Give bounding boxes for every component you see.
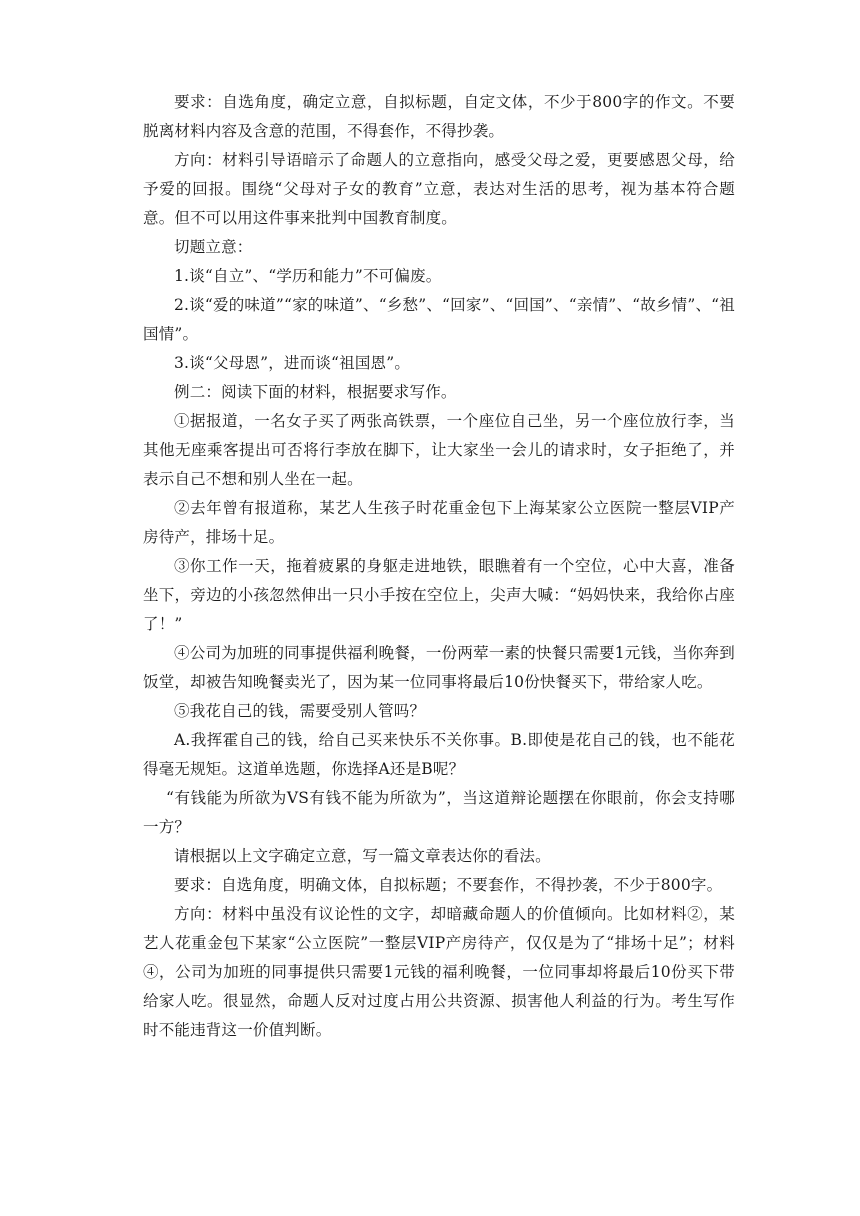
paragraph-topic-heading: 切题立意：	[174, 238, 253, 256]
paragraph-debate-question: “有钱能为所欲为VS有钱不能为所欲为”，当这道辩论题摆在你眼前，你会支持哪一方？	[143, 789, 735, 836]
paragraph-material-4: ④公司为加班的同事提供福利晚餐，一份两荤一素的快餐只需要1元钱，当你奔到饭堂，却被告知晚餐卖光了，因为某一位同事将最后10份快餐买下，带给家人吃。	[143, 644, 735, 691]
paragraph-material-2: ②去年曾有报道称，某艺人生孩子时花重金包下上海某家公立医院一整层VIP产房待产，排场十足。	[143, 499, 735, 546]
paragraph-topic-1: 1.谈“自立”、“学历和能力”不可偏废。	[174, 267, 442, 285]
paragraph-topic-3: 3.谈“父母恩”，进而谈“祖国恩”。	[174, 354, 411, 372]
paragraph-instruction: 请根据以上文字确定立意，写一篇文章表达你的看法。	[174, 847, 551, 865]
document-body	[143, 88, 735, 1045]
paragraph-requirement-1: 要求：自选角度，确定立意，自拟标题，自定文体，不少于800字的作文。不要脱离材料内容及含意的范围，不得套作，不得抄袭。	[143, 93, 735, 140]
paragraph-direction-2: 方向：材料中虽没有议论性的文字，却暗藏命题人的价值倾向。比如材料②，某艺人花重金包下某家“公立医院”一整层VIP产房待产，仅仅是为了“排场十足”；材料④，公司为加班的同事提供只需要1元钱的福利晚餐，一位同事却将最后10份买下带给家人吃。很显然，命题人反对过度占用公共资源、损害他人利益的行为。考生写作时不能违背这一价值判断。	[143, 905, 735, 1039]
paragraph-material-3: ③你工作一天，拖着疲累的身躯走进地铁，眼瞧着有一个空位，心中大喜，准备坐下，旁边的小孩忽然伸出一只小手按在空位上，尖声大喊：“妈妈快来，我给你占座了！”	[143, 557, 735, 633]
paragraph-requirement-2: 要求：自选角度，明确文体，自拟标题；不要套作，不得抄袭，不少于800字。	[174, 876, 723, 894]
paragraph-example-2-heading: 例二：阅读下面的材料，根据要求写作。	[174, 383, 457, 401]
paragraph-topic-2: 2.谈“爱的味道”“家的味道”、“乡愁”、“回家”、“回国”、“亲情”、“故乡情”、“祖国情”。	[143, 296, 735, 343]
paragraph-material-1: ①据报道，一名女子买了两张高铁票，一个座位自己坐，另一个座位放行李，当其他无座乘客提出可否将行李放在脚下，让大家坐一会儿的请求时，女子拒绝了，并表示自己不想和别人坐在一起。	[143, 412, 735, 488]
paragraph-choice-question: A.我挥霍自己的钱，给自己买来快乐不关你事。B.即使是花自己的钱，也不能花得毫无规矩。这道单选题，你选择A还是B呢？	[143, 731, 735, 778]
paragraph-direction-1: 方向：材料引导语暗示了命题人的立意指向，感受父母之爱，更要感恩父母，给予爱的回报。围绕“父母对子女的教育”立意，表达对生活的思考，视为基本符合题意。但不可以用这件事来批判中国教育制度。	[143, 151, 735, 227]
paragraph-material-5: ⑤我花自己的钱，需要受别人管吗？	[174, 702, 426, 720]
